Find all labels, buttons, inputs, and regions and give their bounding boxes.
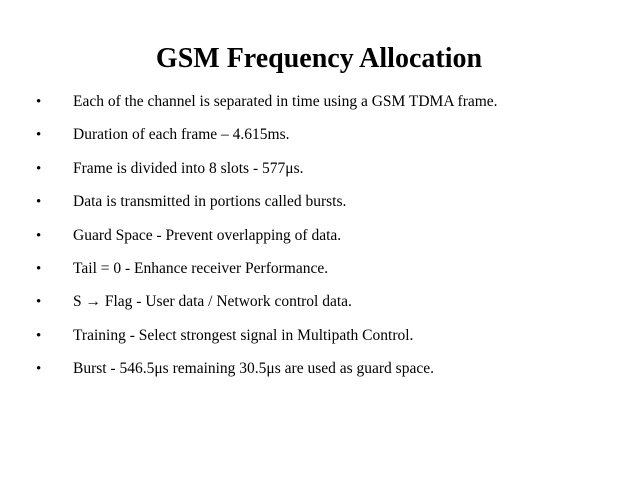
bullet-icon: • bbox=[36, 127, 42, 144]
bullet-item bbox=[0, 357, 638, 390]
slide-title: GSM Frequency Allocation bbox=[155, 43, 483, 74]
bullet-text: Training - Select strongest signal in Multipath Control. bbox=[73, 326, 414, 344]
bullet-item bbox=[0, 324, 638, 357]
bullet-item bbox=[0, 257, 638, 290]
bullet-item bbox=[0, 190, 638, 223]
bullet-text: Frame is divided into 8 slots - 577μs. bbox=[73, 159, 304, 177]
bullet-item bbox=[0, 290, 638, 323]
bullet-icon: • bbox=[36, 361, 42, 378]
bullet-item bbox=[0, 157, 638, 190]
bullet-text: Duration of each frame – 4.615ms. bbox=[73, 126, 290, 144]
bullet-text: Data is transmitted in portions called bursts. bbox=[73, 193, 347, 211]
bullet-icon: • bbox=[36, 194, 42, 211]
bullet-icon: • bbox=[36, 327, 42, 344]
bullet-text: Each of the channel is separated in time using a GSM TDMA frame. bbox=[73, 93, 498, 110]
bullet-icon: • bbox=[36, 294, 42, 311]
bullet-item bbox=[0, 123, 638, 156]
bullet-text: Guard Space - Prevent overlapping of data. bbox=[73, 226, 342, 244]
bullet-item bbox=[0, 224, 638, 257]
bullet-icon: • bbox=[36, 260, 42, 277]
bullet-icon: • bbox=[36, 94, 42, 110]
bullet-text: Tail = 0 - Enhance receiver Performance. bbox=[73, 259, 329, 277]
bullet-text: S → Flag - User data / Network control data. bbox=[73, 293, 352, 311]
bullet-icon: • bbox=[36, 227, 42, 244]
bullet-icon: • bbox=[36, 160, 42, 177]
bullet-list bbox=[0, 90, 638, 391]
bullet-item bbox=[0, 90, 638, 123]
bullet-text: Burst - 546.5μs remaining 30.5μs are used as guard space. bbox=[73, 360, 434, 378]
